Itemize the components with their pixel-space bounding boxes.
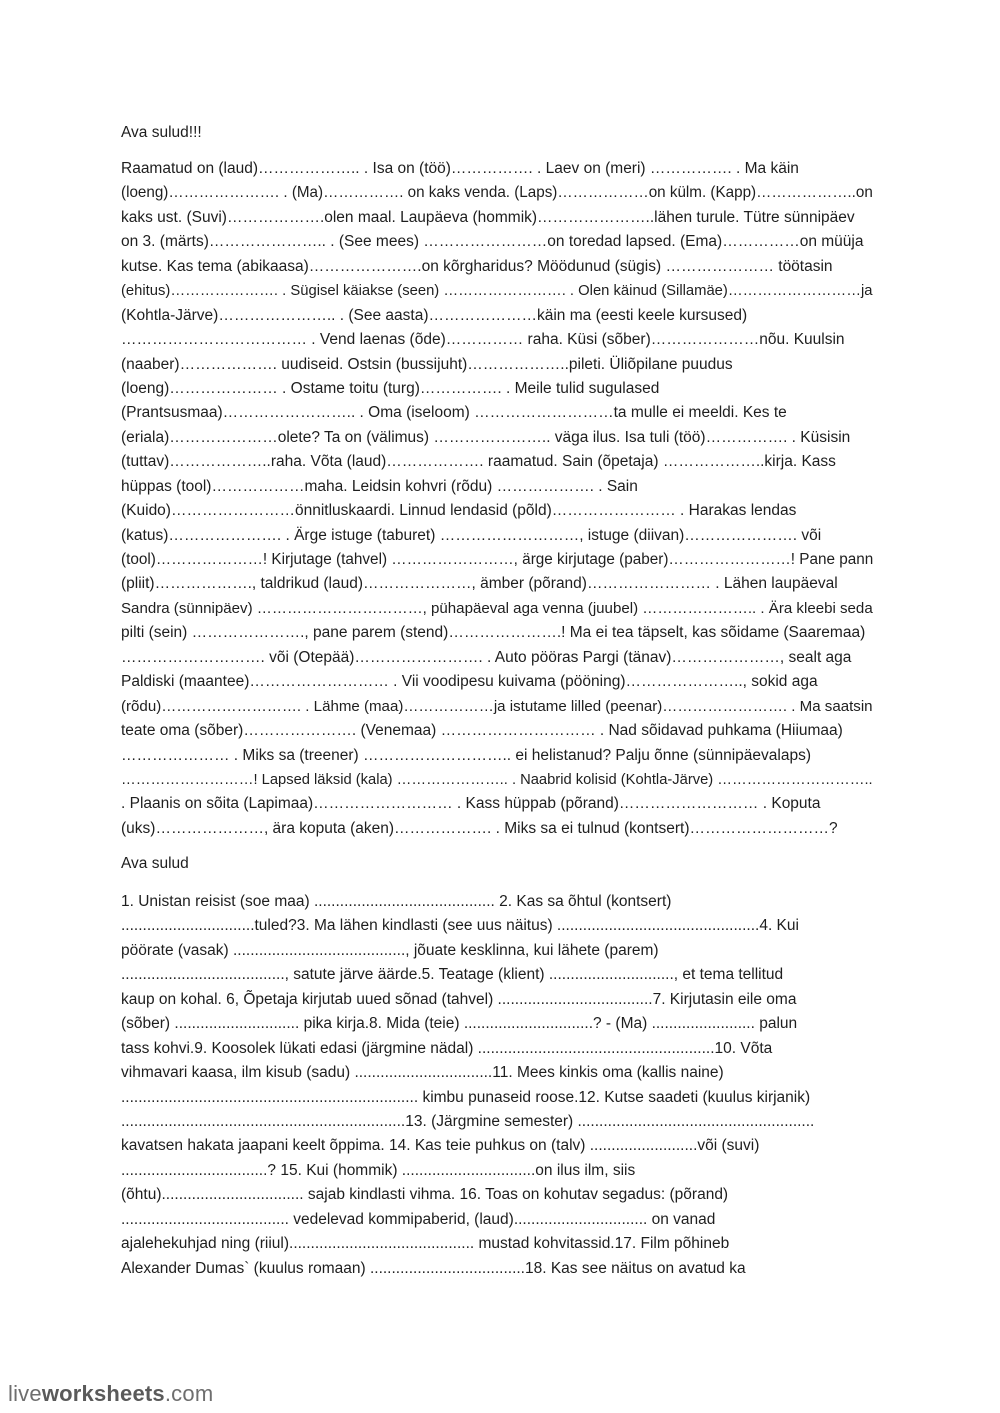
logo-text-suffix: .com [164,1381,214,1406]
text-line: (Kuido)……………………önnitluskaardi. Linnud lendasid (põld)…………………… . Harakas lendas [121,502,797,520]
text-line: Raamatud on (laud)……………….. . Isa on (töö)……………. . Laev on (meri) ……………. . Ma käin [121,160,799,177]
text-line: (Kohtla-Järve)………………….. . (See aasta)…………………käin ma (eesti keele kursused) [121,306,748,324]
section2-paragraph [121,890,881,1281]
text-line: . Plaanis on sõita (Lapimaa)……………………… . Kass hüppab (põrand)……………………… . Koputa [121,795,821,813]
text-line: ..................................................................13. (Järgmine semester) ....................................................... [121,1112,815,1130]
text-line: (ehitus)…………………. . Sügisel käiakse (seen) ……………………. . Olen käinud (Sillamäe)………………………ja [121,283,873,300]
text-line: (naaber)………………. uudiseid. Ostsin (bussijuht)………………..pileti. Üliõpilane puudus [121,355,733,373]
text-line: kutse. Kas tema (abikaasa)………………….on kõrgharidus? Möödunud (sügis) ………………… töötasin [121,257,833,275]
text-line: ajalehekuhjad ning (riiul)........................................... mustad kohvitassid.17. Film põhineb [121,1235,730,1253]
text-line: Alexander Dumas` (kuulus romaan) ....................................18. Kas see näitus on avatud ka [121,1259,746,1277]
text-line: (rõdu)………………………. . Lähme (maa)………………ja istutame lilled (peenar)……………………. . Ma saatsin [121,697,873,715]
text-line: (loeng)…………………. . (Ma)……………. on kaks venda. (Laps)………………on külm. (Kapp)………………..on [121,184,873,202]
section2-heading: Ava sulud [121,855,189,872]
text-line: on 3. (märts)………………….. . (See mees) ……………………on toredad lapsed. (Ema)……………on müüja [121,233,864,251]
section1-paragraph [121,157,881,841]
text-line: kavatsen hakata jaapani keelt õppima. 14. Kas teie puhkus on (talv) .........................või (suvi) [121,1137,760,1155]
text-line: hüppas (tool)………………maha. Leidsin kohvri (rõdu) ………………. . Sain [121,477,638,495]
liveworksheets-logo[interactable] [8,1380,213,1408]
text-line: 1. Unistan reisist (soe maa) .......................................... 2. Kas sa õhtul (kontsert) [121,893,672,910]
text-line: tass kohvi.9. Koosolek lükati edasi (järgmine nädal) .......................................................10. Võta [121,1039,773,1057]
text-line: (sõber) ............................. pika kirja.8. Mida (teie) ..............................? - (Ma) ........................ palun [121,1015,798,1033]
text-line: kaup on kohal. 6, Õpetaja kirjutab uued sõnad (tahvel) ....................................7. Kirjutasin eile oma [121,990,797,1008]
text-line: (õhtu)................................. sajab kindlasti vihma. 16. Toas on kohutav segadus: (põrand) [121,1186,729,1204]
text-line: Paldiski (maantee)……………………… . Vii voodipesu kuivama (pööning)………………….., sokid aga [121,673,818,691]
logo-text-light: live [8,1381,42,1406]
text-line: ...............................tuled?3. Ma lähen kindlasti (see uus näitus) ...............................................4. Kui [121,917,799,935]
text-line: pilti (sein) …………………., pane parem (stend)………………….! Ma ei tea täpselt, kas sõidame (Saaremaa) [121,624,866,642]
text-line: (uks)…………………, ära koputa (aken)………………. . Miks sa ei tulnud (kontsert)………………………? [121,819,838,837]
text-line: Sandra (sünnipäev) ……………………………, pühapäeval aga venna (juubel) ………………….. . Ära kleebi seda [121,599,873,617]
text-line: teate oma (sõber)…………………. (Venemaa) ………………………… . Nad sõidavad puhkama (Hiiumaa) [121,722,843,740]
text-line: (pliit)………………., taldrikud (laud)…………………, ämber (põrand)…………………… . Lähen laupäeval [121,575,838,593]
text-line: (tool)…………………! Kirjutage (tahvel) ……………………, ärge kirjutage (paber)……………………! Pane pann [121,551,874,568]
logo-text-bold: worksheets [41,1381,165,1406]
text-line: ....................................... vedelevad kommipaberid, (laud)............................... on vanad [121,1210,716,1228]
text-line: kaks ust. (Suvi)……………….olen maal. Laupäeva (hommik)…………………..lähen turule. Tütre sünnipäev [121,208,855,226]
text-line: (eriala)…………………olete? Ta on (välimus) ………………….. väga ilus. Isa tuli (töö)……………. . Küsisin [121,428,851,446]
text-line: ......................................, satute järve äärde.5. Teatage (klient) ............................., et tema tellitud [121,966,784,984]
text-line: ……………………………… . Vend laenas (õde)…………… raha. Küsi (sõber)…………………nõu. Kuulsin [121,331,845,349]
text-line: ..................................................................... kimbu punaseid roose.12. Kutse saadeti (kuulus kirjanik) [121,1088,811,1106]
text-line: ………………………. või (Otepää)……………………. . Auto pööras Pargi (tänav)…………………, sealt aga [121,648,852,666]
text-line: ………………………! Lapsed läksid (kala) ………………….. . Naabrid kolisid (Kohtla-Järve) ………………………….. [121,771,873,788]
section1-heading: Ava sulud!!! [121,124,202,141]
text-line: ………………… . Miks sa (treener) ……………………….. ei helistanud? Palju õnne (sünnipäevalaps) [121,746,811,764]
text-line: pöörate (vasak) ........................................, jõuate kesklinna, kui lähete (parem) [121,941,659,959]
text-line: (loeng)………………… . Ostame toitu (turg)……………. . Meile tulid sugulased [121,379,660,397]
text-line: (katus)…………………. . Ärge istuge (taburet) ………………………, istuge (diivan)…………………. või [121,526,822,544]
text-line: ..................................? 15. Kui (hommik) ...............................on ilus ilm, siis [121,1161,636,1179]
text-line: (tuttav)………………..raha. Võta (laud)………………. raamatud. Sain (õpetaja) ………………..kirja. Kass [121,453,836,471]
text-line: vihmavari kaasa, ilm kisub (sadu) ................................11. Mees kinkis oma (kallis naine) [121,1064,724,1082]
text-line: (Prantsusmaa)…………………….. . Oma (iseloom) ………………………ta mulle ei meeldi. Kes te [121,404,787,422]
